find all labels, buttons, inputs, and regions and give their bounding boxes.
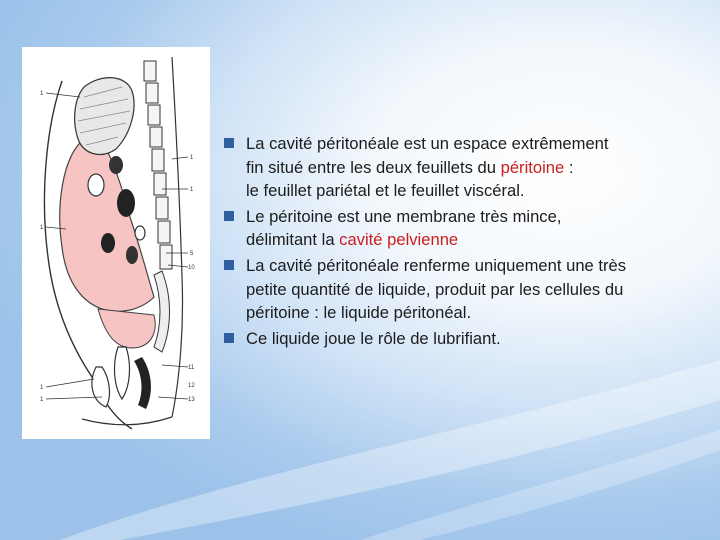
callout-number: 1 <box>190 187 194 193</box>
peritoneal-cavity-illustration <box>22 47 210 439</box>
colon-section-2 <box>126 246 138 264</box>
callout-number: 1 <box>40 91 44 97</box>
square-bullet-icon <box>224 211 234 221</box>
text-run: La cavité péritonéale est un espace extrêmement <box>246 134 609 153</box>
bullet-item <box>224 327 714 351</box>
callout-number: 1 <box>40 225 44 231</box>
callout-number: 13 <box>188 397 195 403</box>
intestine-section <box>88 174 104 196</box>
callout-number: 11 <box>188 365 195 371</box>
square-bullet-icon <box>224 333 234 343</box>
text-run: Le péritoine est une membrane très mince, <box>246 206 562 226</box>
text-run: La cavité péritonéale renferme uniquement une très <box>246 255 627 275</box>
vessel-section <box>135 226 145 240</box>
kidney-section <box>117 189 135 217</box>
bullet-list <box>224 132 714 352</box>
highlight-term: cavité pelvienne <box>339 230 459 250</box>
bullet-line <box>246 278 714 302</box>
back-outline <box>172 57 183 417</box>
rectum-shape <box>134 357 151 409</box>
bullet-line <box>246 179 714 203</box>
square-bullet-icon <box>224 260 234 270</box>
bullet-item <box>224 205 714 252</box>
callout-number: 5 <box>190 251 194 257</box>
square-bullet-icon <box>224 138 234 148</box>
anatomy-figure <box>22 47 210 439</box>
callout-number: 1 <box>190 155 194 161</box>
callout-number: 1 <box>40 385 44 391</box>
bullet-line <box>246 254 714 278</box>
text-run: délimitant la <box>246 230 340 250</box>
text-run: Ce liquide joue le rôle de lubrifiant. <box>246 328 501 348</box>
pelvic-region-shape <box>98 309 155 348</box>
bullet-item <box>224 254 714 325</box>
bladder-shape <box>92 367 110 407</box>
bullet-line <box>246 156 714 180</box>
bullet-line <box>246 205 714 229</box>
callout-number: 1 <box>40 397 44 403</box>
sacrum <box>154 271 170 352</box>
pelvic-floor <box>82 417 172 425</box>
callout-number: 10 <box>188 265 195 271</box>
text-run: le feuillet pariétal et le feuillet viscéral. <box>246 181 525 201</box>
peritoneal-cavity-shape <box>60 139 154 311</box>
bullet-line <box>246 327 714 351</box>
uterus-shape <box>115 347 130 399</box>
text-run: péritoine : le liquide péritonéal. <box>246 303 472 323</box>
bullet-line <box>246 132 714 156</box>
bullet-item <box>224 132 714 203</box>
colon-section-1 <box>101 233 115 253</box>
text-run: petite quantité de liquide, produit par les cellules du <box>246 279 624 299</box>
spine <box>144 61 172 269</box>
text-run: : <box>564 157 574 177</box>
text-run: fin situé entre les deux feuillets du <box>246 157 501 177</box>
callout-number: 12 <box>188 383 195 389</box>
duodenum-section <box>109 156 123 174</box>
bullet-line <box>246 301 714 325</box>
highlight-term: péritoine <box>500 157 565 177</box>
bullet-line <box>246 228 714 252</box>
